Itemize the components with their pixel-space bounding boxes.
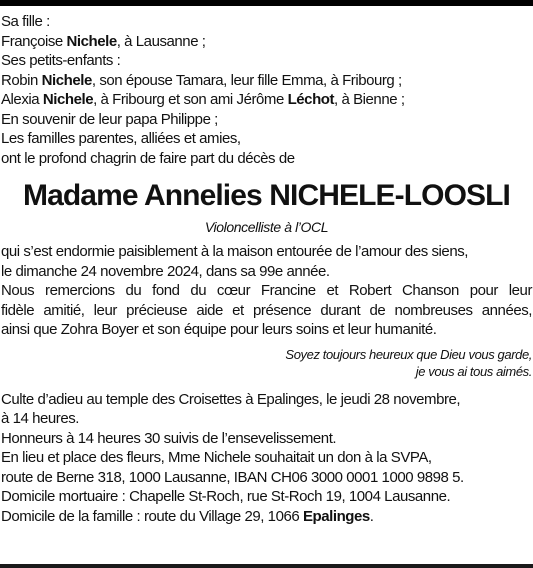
grandchild2-partner-location: , à Bienne ; bbox=[334, 91, 405, 108]
passing-line-2: le dimanche 24 novembre 2024, dans sa 99e année. bbox=[1, 262, 330, 280]
passing-line-1: qui s’est endormie paisiblement à la maison entourée de l’amour des siens, bbox=[1, 243, 468, 260]
obituary-notice bbox=[1, 12, 532, 526]
grandchild1-first-name: Robin bbox=[1, 71, 38, 89]
daughter-line bbox=[1, 32, 532, 52]
ceremony-line-2: à 14 heures. bbox=[1, 410, 79, 427]
daughter-label: Sa fille : bbox=[1, 13, 50, 30]
grandchild1-last-name: Nichele bbox=[41, 71, 92, 89]
motto-line-1: Soyez toujours heureux que Dieu vous garde, bbox=[285, 346, 532, 362]
daughter-location: , à Lausanne ; bbox=[116, 32, 206, 50]
ceremony-line-1: Culte d’adieu au temple des Croisettes à Epalinges, le jeudi 28 novembre, bbox=[1, 390, 461, 408]
deceased-occupation: Violoncelliste à l’OCL bbox=[204, 219, 329, 235]
grandchild-line-1 bbox=[1, 71, 532, 91]
family-home-town: Epalinges bbox=[302, 507, 370, 525]
motto-quote bbox=[1, 346, 532, 380]
grandchildren-label: Ses petits-enfants : bbox=[1, 52, 121, 69]
thanks-line-2: fidèle amitié, leur précieuse aide et présence durant de nombreuses années, bbox=[1, 301, 532, 319]
grandchild2-first-name: Alexia bbox=[1, 91, 40, 108]
families-line: Les familles parentes, alliées et amies, bbox=[1, 130, 241, 147]
daughter-last-name: Nichele bbox=[66, 32, 117, 50]
passing-section bbox=[1, 242, 532, 281]
grandchild2-details: , à Fribourg et son ami Jérôme bbox=[93, 91, 284, 108]
memory-line: En souvenir de leur papa Philippe ; bbox=[1, 110, 218, 128]
thanks-line-1: Nous remercions du fond du cœur Francine et Robert Chanson pour leur bbox=[1, 282, 532, 299]
ceremony-line-5: route de Berne 318, 1000 Lausanne, IBAN CH06 3000 0001 1000 9898 5. bbox=[1, 468, 464, 486]
ceremony-line-3: Honneurs à 14 heures 30 suivis de l’ensevelissement. bbox=[1, 429, 337, 447]
ceremony-line-6: Domicile mortuaire : Chapelle St-Roch, rue St-Roch 19, 1004 Lausanne. bbox=[1, 488, 451, 505]
family-home-address: Domicile de la famille : route du Village 29, 1066 bbox=[1, 507, 300, 525]
announcement-line: ont le profond chagrin de faire part du décès de bbox=[1, 149, 295, 167]
family-home-period: . bbox=[369, 507, 374, 525]
daughter-first-name: Françoise bbox=[1, 32, 63, 50]
thanks-section bbox=[1, 281, 532, 340]
ceremony-line-4: En lieu et place des fleurs, Mme Nichele souhaitait un don à la SVPA, bbox=[1, 449, 432, 466]
top-rule bbox=[0, 0, 533, 6]
ceremony-section bbox=[1, 390, 532, 527]
bottom-rule bbox=[0, 564, 533, 568]
family-section bbox=[1, 12, 532, 168]
ceremony-line-7 bbox=[1, 507, 532, 527]
grandchild2-partner-last-name: Léchot bbox=[287, 91, 335, 108]
grandchild2-last-name: Nichele bbox=[42, 91, 94, 108]
motto-line-2: je vous ai tous aimés. bbox=[415, 363, 532, 379]
grandchild-line-2 bbox=[1, 90, 532, 110]
deceased-name: Madame Annelies NICHELE-LOOSLI bbox=[23, 179, 510, 212]
grandchild1-details: , son épouse Tamara, leur fille Emma, à Fribourg ; bbox=[91, 71, 402, 89]
thanks-line-3: ainsi que Zohra Boyer et son équipe pour leurs soins et leur humanité. bbox=[1, 321, 437, 338]
